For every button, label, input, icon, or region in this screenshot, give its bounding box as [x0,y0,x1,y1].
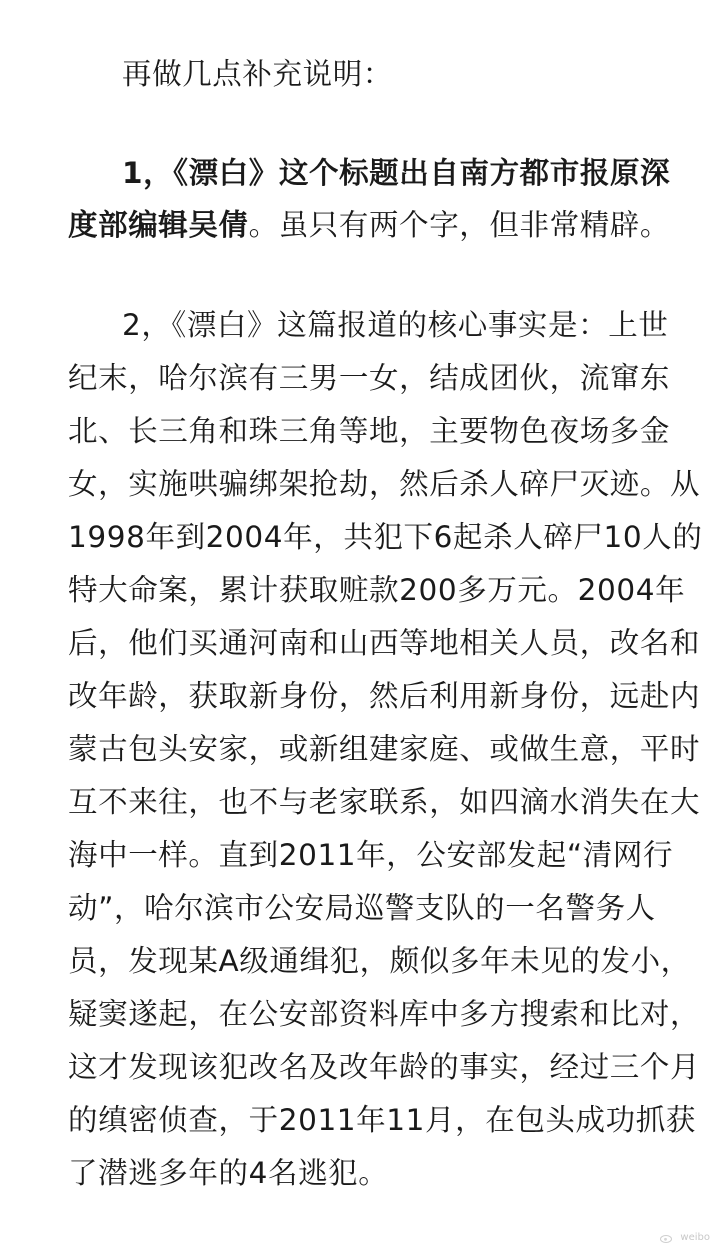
p1-editor-name: 度部编辑吴倩 [68,208,249,242]
p2-line-10: 互不来往，也不与老家联系，如四滴水消失在大 [68,785,701,819]
p2-line-17: 了潜逃多年的4名逃犯。 [68,1156,389,1190]
p2-line-8: 改年龄，获取新身份，然后利用新身份，远赴内 [68,679,701,713]
p2-line-9: 蒙古包头安家，或新组建家庭、或做生意，平时 [68,732,701,766]
p2-line-3: 北、长三角和珠三角等地，主要物色夜场多金 [68,414,671,448]
p2-line-12: 动”，哈尔滨市公安局巡警支队的一名警务人 [68,891,656,925]
p1-comment: 。虽只有两个字，但非常精辟。 [248,208,671,242]
p2-line-16: 的缜密侦查，于2011年11月，在包头成功抓获 [68,1103,696,1137]
watermark-text: weibo [680,1232,710,1243]
p2-line-1: 2，《漂白》这篇报道的核心事实是：上世 [122,308,669,342]
p1-line-1: 1，《漂白》这个标题出自南方都市报原深 [122,156,671,190]
p1-line-2 [68,207,670,243]
weibo-logo-icon [660,1233,674,1243]
p2-line-14: 疑窦遂起，在公安部资料库中多方搜索和比对， [68,997,701,1031]
p2-line-15: 这才发现该犯改名及改年龄的事实，经过三个月 [68,1050,701,1084]
p2-line-2: 纪末，哈尔滨有三男一女，结成团伙，流窜东 [68,361,671,395]
p2-line-7: 后，他们买通河南和山西等地相关人员，改名和 [68,626,701,660]
p2-line-11: 海中一样。直到2011年，公安部发起“清网行 [68,838,674,872]
p2-line-5: 1998年到2004年，共犯下6起杀人碎尸10人的 [68,520,703,554]
weibo-watermark [660,1232,710,1243]
intro-line: 再做几点补充说明： [122,57,393,91]
p2-line-4: 女，实施哄骗绑架抢劫，然后杀人碎尸灭迹。从 [68,467,701,501]
p2-line-6: 特大命案，累计获取赃款200多万元。2004年 [68,573,686,607]
p2-line-13: 员，发现某A级通缉犯，颇似多年未见的发小， [68,944,691,978]
